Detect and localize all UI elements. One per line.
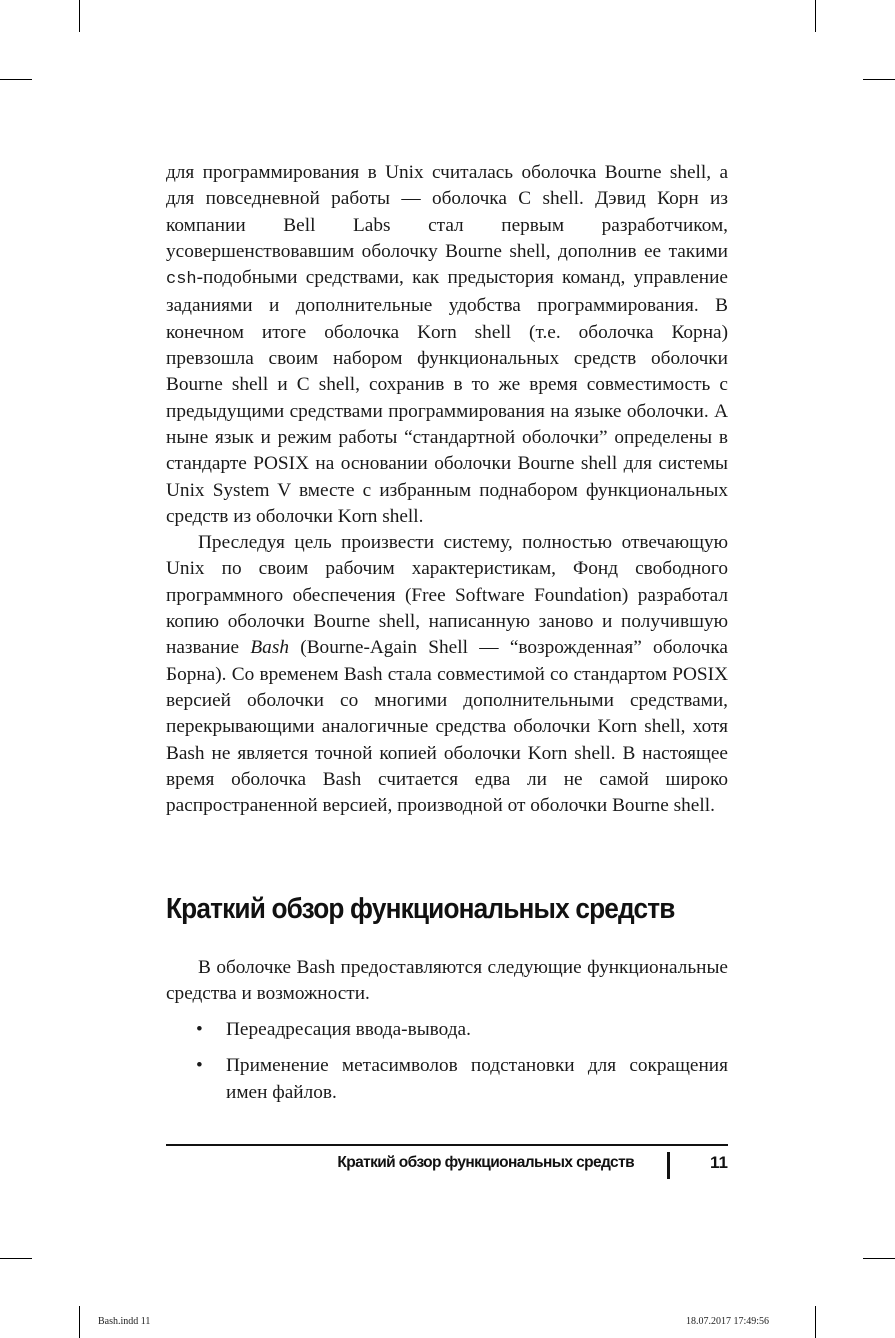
footer-rule [166,1144,728,1146]
code-csh: csh [166,270,197,290]
section-intro [166,955,728,1008]
crop-mark [863,1258,895,1259]
list-item [166,1017,728,1043]
feature-list [166,1017,728,1116]
section-heading: Краткий обзор функциональных средств [166,893,675,925]
slug-file: Bash.indd 11 [98,1316,151,1327]
paragraph-2-text-b: (Bourne-Again Shell — “возрожденная” оболочка Борна). Со временем Bash стала совместимой со стандартом POSIX версией оболочки со многими дополнительными средствами, перекрывающими аналогичные средства оболочки Korn shell, хотя Bash не является точной копией оболочки Korn shell. В настоящее время оболочка Bash считается едва ли не самой широко распространенной версией, производной от оболочки Bourne shell. [166,637,728,817]
bullet-icon: • [196,1019,203,1040]
crop-mark [79,1306,80,1338]
list-item-text: Переадресация ввода-вывода. [226,1019,471,1040]
bullet-icon: • [196,1055,203,1077]
list-item [166,1053,728,1106]
crop-mark [815,0,816,32]
paragraph-2 [166,530,728,819]
footer-divider [667,1152,670,1179]
paragraph-2-text-a: Преследуя цель произвести систему, полностью отвечающую Unix по своим рабочим характеристикам, Фонд свободного программного обеспечения (Free Software Foundation) разработал копию оболочки Bourne shell, написанную заново и получившую название [166,532,728,659]
list-item-text: Применение метасимволов подстановки для сокращения имен файлов. [226,1055,728,1103]
crop-mark [815,1306,816,1338]
section-intro-text: В оболочке Bash предоставляются следующие функциональные средства и возможности. [166,957,728,1005]
slug-datetime: 18.07.2017 17:49:56 [686,1316,770,1327]
crop-mark [863,79,895,80]
crop-mark [0,79,32,80]
paragraph-1-text-a: для программирования в Unix считалась оболочка Bourne shell, а для повседневной работы — оболочка C shell. Дэвид Корн из компании Bell Labs стал первым разработчиком, усовершенствовавшим оболочку Bourne shell, дополнив ее такими [166,162,728,262]
bash-term: Bash [250,637,289,659]
page-number: 11 [710,1153,728,1172]
running-footer-title: Краткий обзор функциональных средств [337,1154,634,1171]
body-text [166,160,728,819]
paragraph-1-text-b: -подобными средствами, как предыстория команд, управление заданиями и дополнительные удобства программирования. В конечном итоге оболочка Korn shell (т.е. оболочка Корна) превзошла своим набором функциональных средств оболочки Bourne shell и C shell, сохранив в то же время совместимость с предыдущими средствами программирования на языке оболочки. А ныне язык и режим работы “стандартной оболочки” определены в стандарте POSIX на основании оболочки Bourne shell для системы Unix System V вместе с избранным поднабором функциональных средств из оболочки Korn shell. [166,267,728,527]
paragraph-1 [166,160,728,530]
crop-mark [0,1258,32,1259]
crop-mark [79,0,80,32]
